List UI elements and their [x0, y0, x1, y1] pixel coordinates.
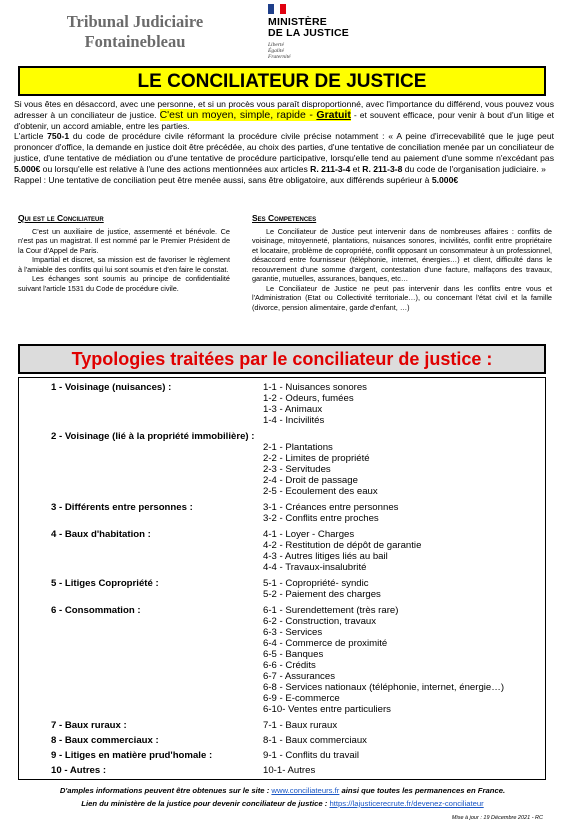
category-label: 2 - Voisinage (lié à la propriété immobilière) : — [51, 431, 255, 442]
subcategory-item: 2-2 - Limites de propriété — [263, 453, 370, 464]
typologies-list — [18, 377, 546, 780]
subcategory-item: 8-1 - Baux commerciaux — [263, 735, 367, 746]
subcategory-item: 6-5 - Banques — [263, 649, 324, 660]
subcategory-item: 5-2 - Paiement des charges — [263, 589, 381, 600]
french-flag-icon — [268, 4, 286, 14]
category-label: 7 - Baux ruraux : — [51, 720, 127, 731]
typologies-title: Typologies traitées par le conciliateur de justice : — [18, 344, 546, 374]
ministry-name: MINISTÈRE DE LA JUSTICE — [268, 16, 349, 39]
subcategory-item: 5-1 - Copropriété- syndic — [263, 578, 369, 589]
court-line-1: Tribunal Judiciaire — [66, 12, 204, 31]
conciliateurs-link[interactable]: www.conciliateurs.fr — [271, 786, 340, 795]
subcategory-item: 2-5 - Ecoulement des eaux — [263, 486, 378, 497]
category-label: 5 - Litiges Copropriété : — [51, 578, 159, 589]
subcategory-item: 3-2 - Conflits entre proches — [263, 513, 379, 524]
subcategory-item: 6-7 - Assurances — [263, 671, 335, 682]
intro-paragraph-3: Rappel : Une tentative de conciliation peut être menée aussi, sans être obligatoire, aux différends supérieur à 5.000€ — [14, 174, 459, 185]
competences-section: Ses Competences Le Conciliateur de Justice peut intervenir dans de nombreuses affaires : conflits de voisinage, mitoyenneté, plantations, nuisances sonores, incivilités, conflit entre propriétaire et locataire, problème de copropriété, conflit opposant un consommateur à un professionnel, désaccord entre fournisseur (téléphonie, internet, énergies…) et client, difficulté dans le recouvrement d'une somme d'argent, contestation d'une facture, malfaçons des travaux, garantie, mutuelles, assurances, banques, etc… Le Conciliateur de Justice ne peut pas intervenir dans les conflits entre vous et l'Administration (Etat ou Collectivité territoriale…), ou concernant l'état civil et la famille (divorce, pension alimentaire, garde d'enfant, …) — [252, 213, 552, 312]
subcategory-item: 2-4 - Droit de passage — [263, 475, 358, 486]
category-label: 10 - Autres : — [51, 765, 107, 776]
subcategory-item: 6-3 - Services — [263, 627, 323, 638]
subcategory-item: 6-1 - Surendettement (très rare) — [263, 605, 399, 616]
subcategory-item: 2-1 - Plantations — [263, 442, 333, 453]
subcategory-item: 9-1 - Conflits du travail — [263, 750, 359, 761]
category-label: 9 - Litiges en matière prud'homale : — [51, 750, 213, 761]
category-label: 1 - Voisinage (nuisances) : — [51, 382, 172, 393]
category-label: 3 - Différents entre personnes : — [51, 502, 193, 513]
subcategory-item: 10-1- Autres — [263, 765, 316, 776]
subcategory-item: 3-1 - Créances entre personnes — [263, 502, 399, 513]
subcategory-item: 6-4 - Commerce de proximité — [263, 638, 388, 649]
update-date: Mise à jour : 19 Décembre 2021 - RC — [451, 815, 543, 821]
intro-paragraph-1: Si vous êtes en désaccord, avec une personne, et si un procès vous paraît disproportionné, avec l'importance du différend, vous pouvez vous adresser à un conciliateur de justice. C'est un moyen, simple, rapide - Gratuit - et souvent efficace, pour venir à bout d'un litige et d'obtenir, un accord amiable, entre les parties. — [14, 99, 554, 131]
subcategory-item: 6-10- Ventes entre particuliers — [263, 704, 391, 715]
subcategory-item: 1-3 - Animaux — [263, 404, 323, 415]
subcategory-item: 4-1 - Loyer - Charges — [263, 529, 355, 540]
ministry-motto: Liberté Égalité Fraternité — [268, 42, 291, 60]
footer-info-line: D'amples informations peuvent être obtenues sur le site : www.conciliateurs.fr ainsi que toutes les permanences en France. — [59, 786, 506, 795]
page-title: LE CONCILIATEUR DE JUSTICE — [18, 66, 546, 96]
court-line-2: Fontainebleau — [84, 32, 186, 51]
category-label: 8 - Baux commerciaux : — [51, 735, 159, 746]
subcategory-item: 6-6 - Crédits — [263, 660, 316, 671]
subcategory-item: 1-4 - Incivilités — [263, 415, 325, 426]
category-label: 6 - Consommation : — [51, 605, 141, 616]
subcategory-item: 1-1 - Nuisances sonores — [263, 382, 367, 393]
page-header — [0, 0, 565, 62]
subcategory-item: 1-2 - Odeurs, fumées — [263, 393, 354, 404]
recruitment-link[interactable]: https://lajusticerecrute.fr/devenez-conciliateur — [329, 799, 484, 808]
subcategory-item: 6-8 - Services nationaux (téléphonie, internet, énergie…) — [263, 682, 505, 693]
category-label: 4 - Baux d'habitation : — [51, 529, 151, 540]
subcategory-item: 4-3 - Autres litiges liés au bail — [263, 551, 388, 562]
subcategory-item: 7-1 - Baux ruraux — [263, 720, 338, 731]
subcategory-item: 4-2 - Restitution de dépôt de garantie — [263, 540, 422, 551]
subcategory-item: 4-4 - Travaux-insalubrité — [263, 562, 367, 573]
subcategory-item: 2-3 - Servitudes — [263, 464, 331, 475]
court-name — [55, 12, 215, 52]
who-is-conciliator-section: Qui est le Conciliateur C'est un auxiliaire de justice, assermenté et bénévole. Ce n'est pas un magistrat. Il est nommé par le Premier Président de la Cour d'Appel de Paris. Impartial et discret, sa mission est de favoriser le règlement à l'amiable des conflits qui lui sont soumis et d'en faire le constat. Les échanges sont soumis au principe de confidentialité suivant l'article 1531 du Code de procédure civile. — [18, 213, 230, 293]
intro-paragraph-2: L'article 750-1 du code de procédure civile réformant la procédure civile précise notamment : « A peine d'irrecevabilité que le juge peut prononcer d'office, la demande en justice doit être précédée, au choix des parties, d'une tentative de conciliation menée par un conciliateur de justice, d'une tentative de médiation ou d'une tentative de procédure participative, lorsqu'elle tend au paiement d'une somme n'excédant pas 5.000€ ou lorsqu'elle est relative à l'une des actions mentionnées aux articles R. 211-3-4 et R. 211-3-8 du code de l'organisation judiciaire. » — [14, 131, 554, 174]
section-heading: Qui est le Conciliateur — [18, 213, 104, 223]
section-heading: Ses Competences — [252, 213, 317, 223]
highlight-free: C'est un moyen, simple, rapide - Gratuit — [159, 108, 351, 121]
subcategory-item: 6-9 - E-commerce — [263, 693, 340, 704]
footer-recruit-line: Lien du ministère de la justice pour devenir conciliateur de justice : https://lajusticerecrute.fr/devenez-conciliateur — [81, 799, 484, 808]
intro-text — [14, 99, 554, 185]
subcategory-item: 6-2 - Construction, travaux — [263, 616, 377, 627]
